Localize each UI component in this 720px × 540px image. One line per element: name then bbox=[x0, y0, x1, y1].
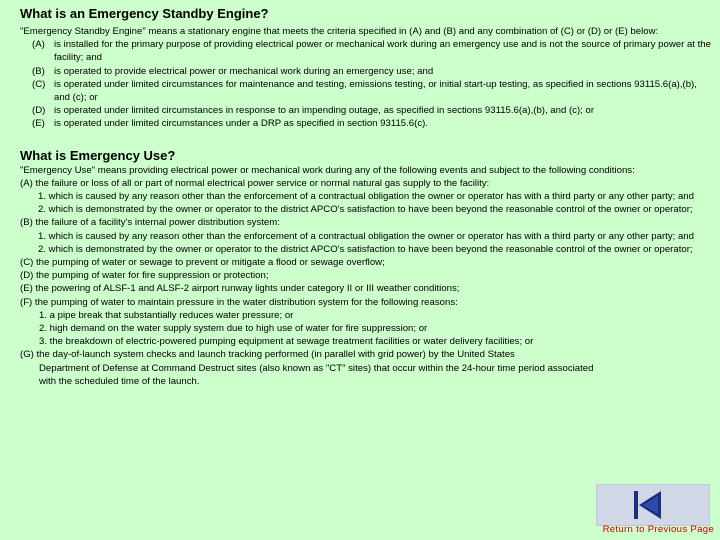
event-d: (D) the pumping of water for fire suppression or protection; bbox=[20, 270, 269, 282]
event-g-continuation: Department of Defense at Command Destruct sites (also known as "CT" sites) that occur within the 24-hour time period associated with the scheduled time of the launch. bbox=[39, 362, 594, 387]
event-b-condition-2: 2. which is demonstrated by the owner or operator to the district APCO's satisfaction to have been beyond the reasonable control of the owner or operator; bbox=[38, 243, 693, 255]
event-a-title: (A) the failure or loss of all or part of normal electrical power service or normal natural gas supply to the facility: bbox=[20, 177, 490, 189]
criteria-item-a bbox=[20, 38, 714, 64]
emergency-use-definition: "Emergency Use" means providing electrical power or mechanical work during any of the following events and subject to the following conditions: bbox=[20, 164, 635, 176]
event-f-reason-1: 1. a pipe break that substantially reduces water pressure; or bbox=[39, 309, 294, 321]
event-b-condition-1: 1. which is caused by any reason other than the enforcement of a contractual obligation the owner or operator has with a third party or any other party; and bbox=[38, 230, 694, 242]
criteria-text: is operated under limited circumstances in response to an impending outage, as specified in sections 93115.6(a),(b), and (c); or bbox=[54, 105, 595, 117]
criteria-item-d bbox=[20, 104, 714, 117]
criteria-label: (D) bbox=[32, 105, 46, 117]
criteria-label: (C) bbox=[32, 78, 46, 90]
criteria-item-b bbox=[20, 65, 714, 78]
previous-page-button[interactable] bbox=[596, 484, 710, 526]
criteria-text: is operated under limited circumstances under a DRP as specified in section 93115.6(c). bbox=[54, 118, 428, 130]
criteria-label: (A) bbox=[32, 39, 45, 51]
criteria-text: is operated under limited circumstances for maintenance and testing, emissions testing, or initial start-up testing, as specified in sections 93115.6(a),(b), and (c); or bbox=[54, 78, 697, 104]
section-title-emergency-use: What is Emergency Use? bbox=[20, 147, 176, 163]
section-title-standby-engine: What is an Emergency Standby Engine? bbox=[20, 6, 269, 21]
criteria-label: (E) bbox=[32, 118, 45, 130]
event-b-title: (B) the failure of a facility's internal power distribution system: bbox=[20, 217, 280, 229]
criteria-text: is operated to provide electrical power or mechanical work during an emergency use; and bbox=[54, 65, 434, 77]
event-g-title: (G) the day-of-launch system checks and launch tracking performed (in parallel with grid power) by the United States bbox=[20, 349, 515, 361]
criteria-text: is installed for the primary purpose of providing electrical power or mechanical work during an emergency use and is not the source of primary power at the facility; and bbox=[54, 39, 711, 64]
standby-engine-definition: "Emergency Standby Engine" means a stationary engine that meets the criteria specified in (A) and (B) and any combination of (C) or (D) or (E) below: bbox=[20, 26, 659, 37]
event-a-condition-1: 1. which is caused by any reason other than the enforcement of a contractual obligation the owner or operator has with a third party or any other party; and bbox=[38, 191, 694, 203]
skip-back-icon bbox=[630, 489, 664, 521]
criteria-item-c bbox=[20, 78, 714, 104]
return-to-previous-page-link[interactable]: Return to Previous Page bbox=[602, 524, 714, 535]
event-c: (C) the pumping of water or sewage to prevent or mitigate a flood or sewage overflow; bbox=[20, 257, 385, 269]
criteria-label: (B) bbox=[32, 65, 45, 77]
event-f-title: (F) the pumping of water to maintain pressure in the water distribution system for the following reasons: bbox=[20, 296, 458, 308]
event-a-condition-2: 2. which is demonstrated by the owner or operator to the district APCO's satisfaction to have been beyond the reasonable control of the owner or operator; bbox=[38, 204, 693, 216]
event-f-reason-2: 2. high demand on the water supply system due to high use of water for fire suppression; or bbox=[39, 323, 428, 335]
event-e: (E) the powering of ALSF-1 and ALSF-2 airport runway lights under category II or III weather conditions; bbox=[20, 283, 460, 295]
document-page bbox=[20, 6, 714, 388]
criteria-item-e bbox=[20, 117, 714, 130]
event-f-reason-3: 3. the breakdown of electric-powered pumping equipment at sewage treatment facilities or water delivery facilities; or bbox=[39, 336, 534, 348]
